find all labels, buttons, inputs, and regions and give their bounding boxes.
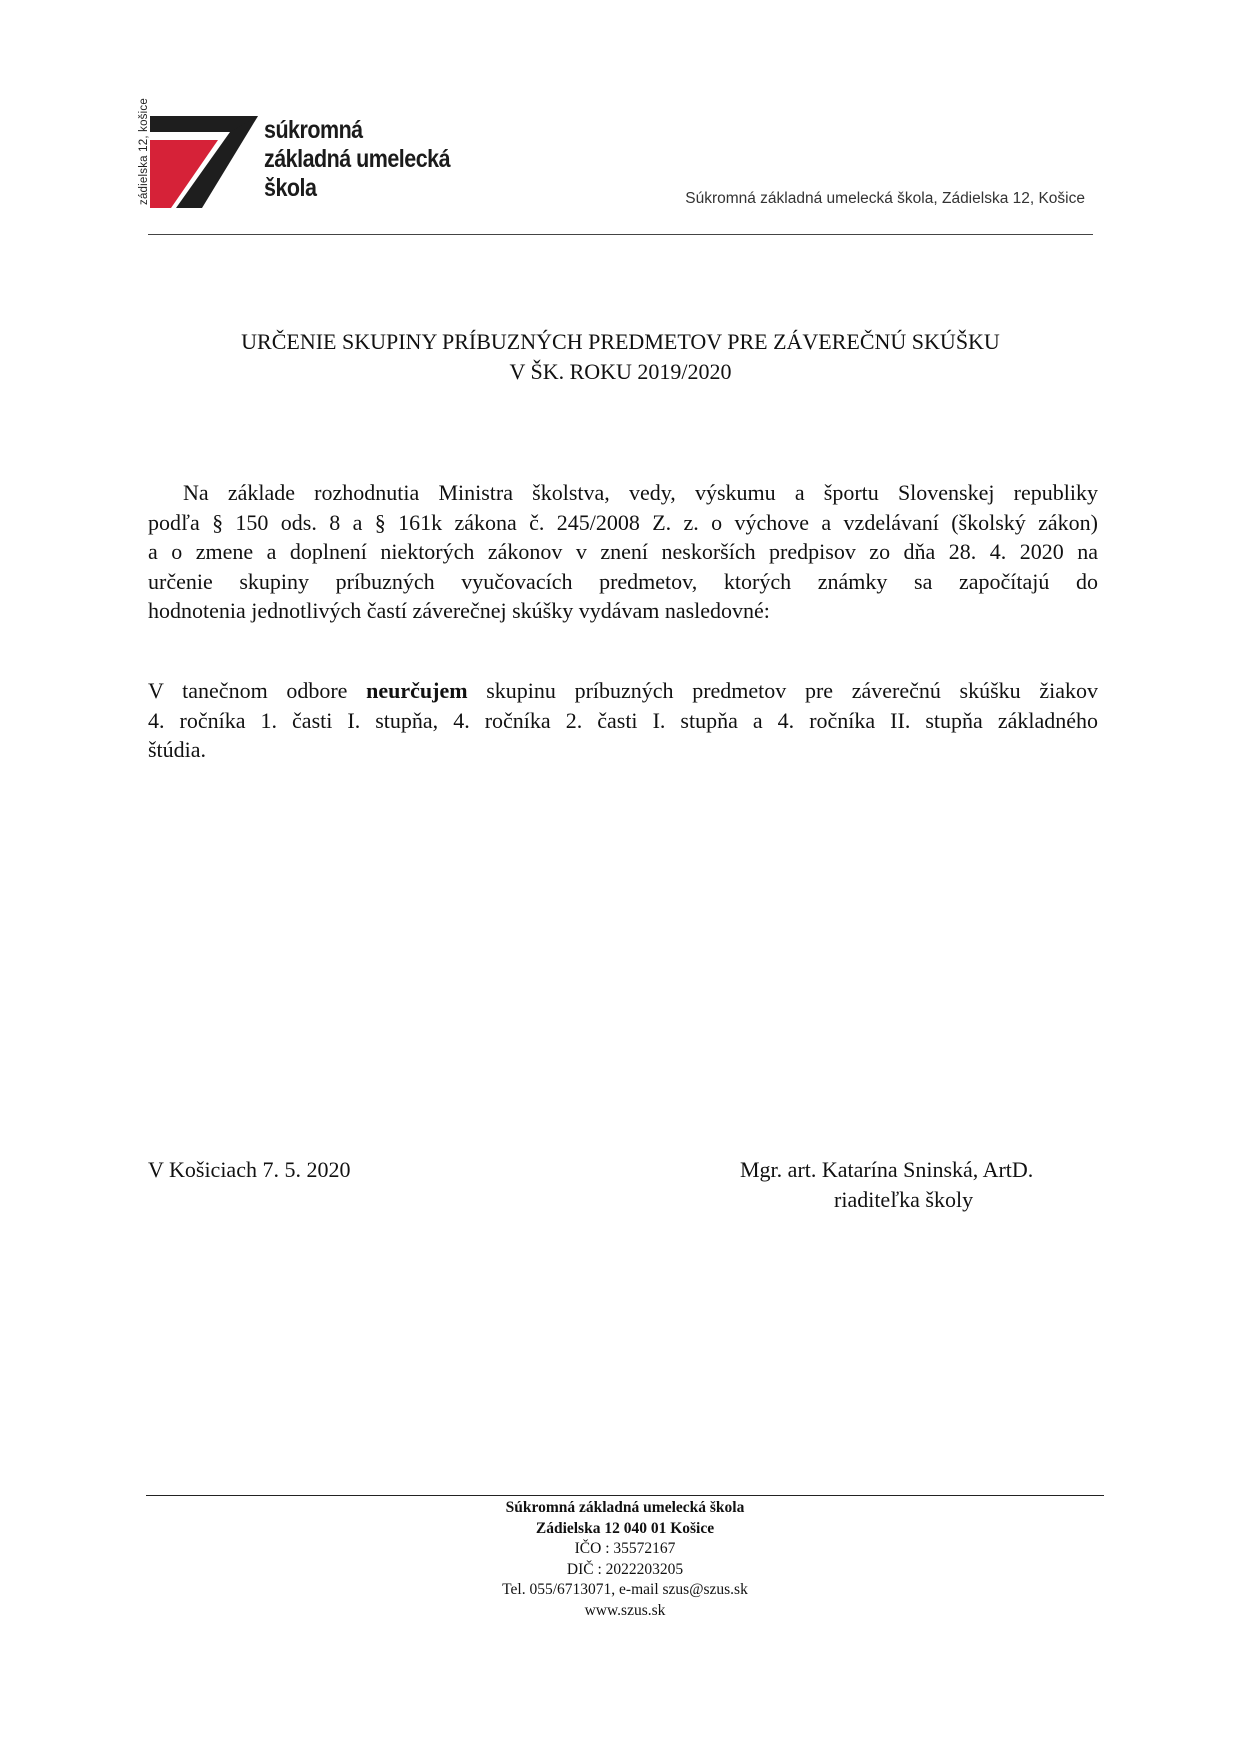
decision-keyword: neurčujem — [366, 678, 468, 703]
place-date: V Košiciach 7. 5. 2020 — [148, 1157, 351, 1182]
paragraph-line: podľa § 150 ods. 8 a § 161k zákona č. 245/2008 Z. z. o výchove a vzdelávaní (školský zákon) — [148, 509, 1098, 535]
footer-school-name: Súkromná základná umelecká škola — [505, 1499, 745, 1516]
school-logo-icon — [150, 116, 258, 208]
footer-contact: Tel. 055/6713071, e-mail szus@szus.sk — [502, 1581, 748, 1598]
logo-line: základná umelecká — [264, 145, 451, 173]
logo-line: súkromná — [264, 116, 363, 144]
footer-address: Zádielska 12 040 01 Košice — [535, 1519, 715, 1537]
decision-text: V tanečnom odbore — [148, 678, 367, 703]
footer-web: www.szus.sk — [584, 1601, 666, 1619]
document-title: URČENIE SKUPINY PRÍBUZNÝCH PREDMETOV PRE ZÁVEREČNÚ SKÚŠKU — [241, 329, 1000, 354]
footer-divider — [146, 1495, 1104, 1496]
footer — [146, 1498, 1104, 1621]
signatory-role: riaditeľka školy — [834, 1187, 974, 1212]
paragraph-line: a o zmene a doplnení niektorých zákonov v znení neskorších predpisov zo dňa 28. 4. 2020 na — [148, 539, 1098, 564]
logo-vertical-text: zádielska 12, košice — [138, 98, 150, 205]
logo-wordmark — [264, 116, 450, 203]
paragraph-line: Na základe rozhodnutia Ministra školstva, vedy, výskumu a športu Slovenskej republiky — [183, 480, 1098, 505]
paragraph-line — [148, 676, 1098, 706]
paragraph-line: 4. ročníka 1. časti I. stupňa, 4. ročníka 2. časti I. stupňa a 4. ročníka II. stupňa základného — [148, 707, 1098, 733]
paragraph-line: hodnotenia jednotlivých častí záverečnej skúšky vydávam nasledovné: — [148, 598, 770, 623]
logo-line: škola — [264, 174, 317, 202]
header-address: Súkromná základná umelecká škola, Zádielska 12, Košice — [685, 190, 1085, 207]
decision-text: skupinu príbuzných predmetov pre záverečnú skúšku žiakov — [467, 678, 1098, 703]
intro-paragraph — [148, 478, 1098, 626]
signatory-name: Mgr. art. Katarína Sninská, ArtD. — [740, 1157, 1034, 1182]
footer-ico: IČO : 35572167 — [574, 1540, 676, 1557]
footer-dic: DIČ : 2022203205 — [566, 1560, 684, 1578]
paragraph-line: štúdia. — [148, 737, 207, 762]
header-divider — [148, 234, 1093, 235]
paragraph-line: určenie skupiny príbuzných vyučovacích predmetov, ktorých známky sa započítajú do — [148, 568, 1098, 594]
document-subtitle: V ŠK. ROKU 2019/2020 — [509, 359, 732, 384]
decision-paragraph — [148, 676, 1098, 765]
